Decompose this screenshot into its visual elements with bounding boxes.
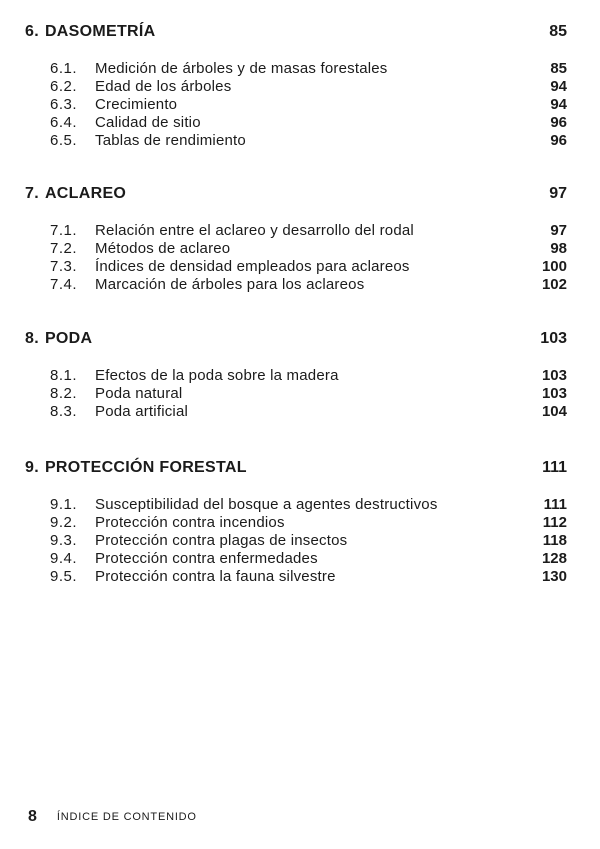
entry-number: 7.1. (50, 222, 78, 239)
entry-title: Marcación de árboles para los aclareos (95, 276, 365, 293)
entry-page: 98 (550, 240, 567, 257)
entry-number: 6.1. (50, 60, 78, 77)
chapter-number: 7. (25, 185, 39, 202)
toc-entry (0, 496, 600, 514)
entry-title: Crecimiento (95, 96, 178, 113)
toc-entry (0, 385, 600, 403)
chapter-page: 85 (549, 23, 567, 40)
toc-entry (0, 132, 600, 150)
chapter-page: 111 (542, 459, 567, 476)
chapter-heading (0, 330, 600, 352)
entry-page: 103 (541, 385, 567, 402)
chapter-heading (0, 185, 600, 207)
entry-number: 7.3. (50, 258, 78, 275)
section-list (0, 60, 600, 150)
chapter-title (25, 459, 247, 477)
chapter-title (25, 330, 92, 348)
entry-page: 118 (542, 532, 567, 549)
chapter-6 (0, 23, 600, 150)
entry-title: Poda artificial (95, 403, 189, 420)
entry-title: Protección contra la fauna silvestre (95, 568, 336, 585)
entry-title: Susceptibilidad del bosque a agentes destructivos (95, 496, 438, 513)
chapter-page: 97 (549, 185, 567, 202)
section-list (0, 496, 600, 586)
entry-title: Índices de densidad empleados para aclareos (95, 258, 410, 275)
entry-title: Medición de árboles y de masas forestales (95, 60, 388, 77)
entry-page: 96 (550, 132, 567, 149)
entry-number: 8.2. (50, 385, 78, 402)
running-footer-label: ÍNDICE DE CONTENIDO (56, 811, 197, 823)
page-number: 8 (28, 808, 37, 825)
toc-entry (0, 78, 600, 96)
entry-title: Protección contra enfermedades (95, 550, 318, 567)
entry-title: Calidad de sitio (95, 114, 201, 131)
entry-page: 130 (541, 568, 567, 585)
entry-number: 9.4. (50, 550, 78, 567)
entry-number: 6.5. (50, 132, 78, 149)
entry-number: 9.5. (50, 568, 78, 585)
entry-title: Edad de los árboles (95, 78, 232, 95)
entry-page: 111 (543, 496, 567, 513)
entry-title: Protección contra incendios (95, 514, 285, 531)
entry-page: 96 (550, 114, 567, 131)
toc-entry (0, 532, 600, 550)
toc-entry (0, 514, 600, 532)
chapter-8 (0, 330, 600, 421)
section-list (0, 367, 600, 421)
entry-page: 112 (542, 514, 567, 531)
chapter-title (25, 23, 156, 41)
toc-entry (0, 96, 600, 114)
entry-title: Métodos de aclareo (95, 240, 231, 257)
entry-number: 7.4. (50, 276, 78, 293)
toc-entry (0, 276, 600, 294)
chapter-9 (0, 459, 600, 586)
entry-number: 8.3. (50, 403, 78, 420)
toc-entry (0, 240, 600, 258)
chapter-number: 9. (25, 459, 39, 476)
entry-page: 102 (541, 276, 567, 293)
entry-page: 94 (550, 96, 567, 113)
chapter-title (25, 185, 126, 203)
entry-page: 85 (550, 60, 567, 77)
entry-title: Relación entre el aclareo y desarrollo del rodal (95, 222, 414, 239)
entry-page: 104 (541, 403, 567, 420)
entry-page: 97 (550, 222, 567, 239)
chapter-heading (0, 459, 600, 481)
chapter-number: 8. (25, 330, 39, 347)
toc-entry (0, 60, 600, 78)
entry-title: Tablas de rendimiento (95, 132, 246, 149)
toc-entry (0, 568, 600, 586)
entry-page: 128 (541, 550, 567, 567)
toc-entry (0, 258, 600, 276)
chapter-name: PODA (44, 330, 93, 347)
entry-title: Protección contra plagas de insectos (95, 532, 348, 549)
entry-number: 6.3. (50, 96, 78, 113)
chapter-heading (0, 23, 600, 45)
toc-entry (0, 114, 600, 132)
entry-number: 9.3. (50, 532, 78, 549)
toc-entry (0, 367, 600, 385)
chapter-number: 6. (25, 23, 39, 40)
entry-number: 9.2. (50, 514, 78, 531)
entry-number: 6.2. (50, 78, 78, 95)
entry-number: 7.2. (50, 240, 78, 257)
toc-entry (0, 403, 600, 421)
entry-number: 6.4. (50, 114, 78, 131)
entry-page: 103 (541, 367, 567, 384)
chapter-page: 103 (540, 330, 567, 347)
toc-entry (0, 222, 600, 240)
entry-title: Poda natural (95, 385, 183, 402)
entry-title: Efectos de la poda sobre la madera (95, 367, 339, 384)
chapter-name: DASOMETRÍA (44, 23, 156, 40)
section-list (0, 222, 600, 294)
entry-number: 8.1. (50, 367, 78, 384)
chapter-name: PROTECCIÓN FORESTAL (44, 459, 247, 476)
page-footer (28, 808, 197, 826)
entry-page: 100 (541, 258, 567, 275)
entry-page: 94 (550, 78, 567, 95)
toc-entry (0, 550, 600, 568)
entry-number: 9.1. (50, 496, 78, 513)
chapter-name: ACLAREO (44, 185, 127, 202)
chapter-7 (0, 185, 600, 294)
